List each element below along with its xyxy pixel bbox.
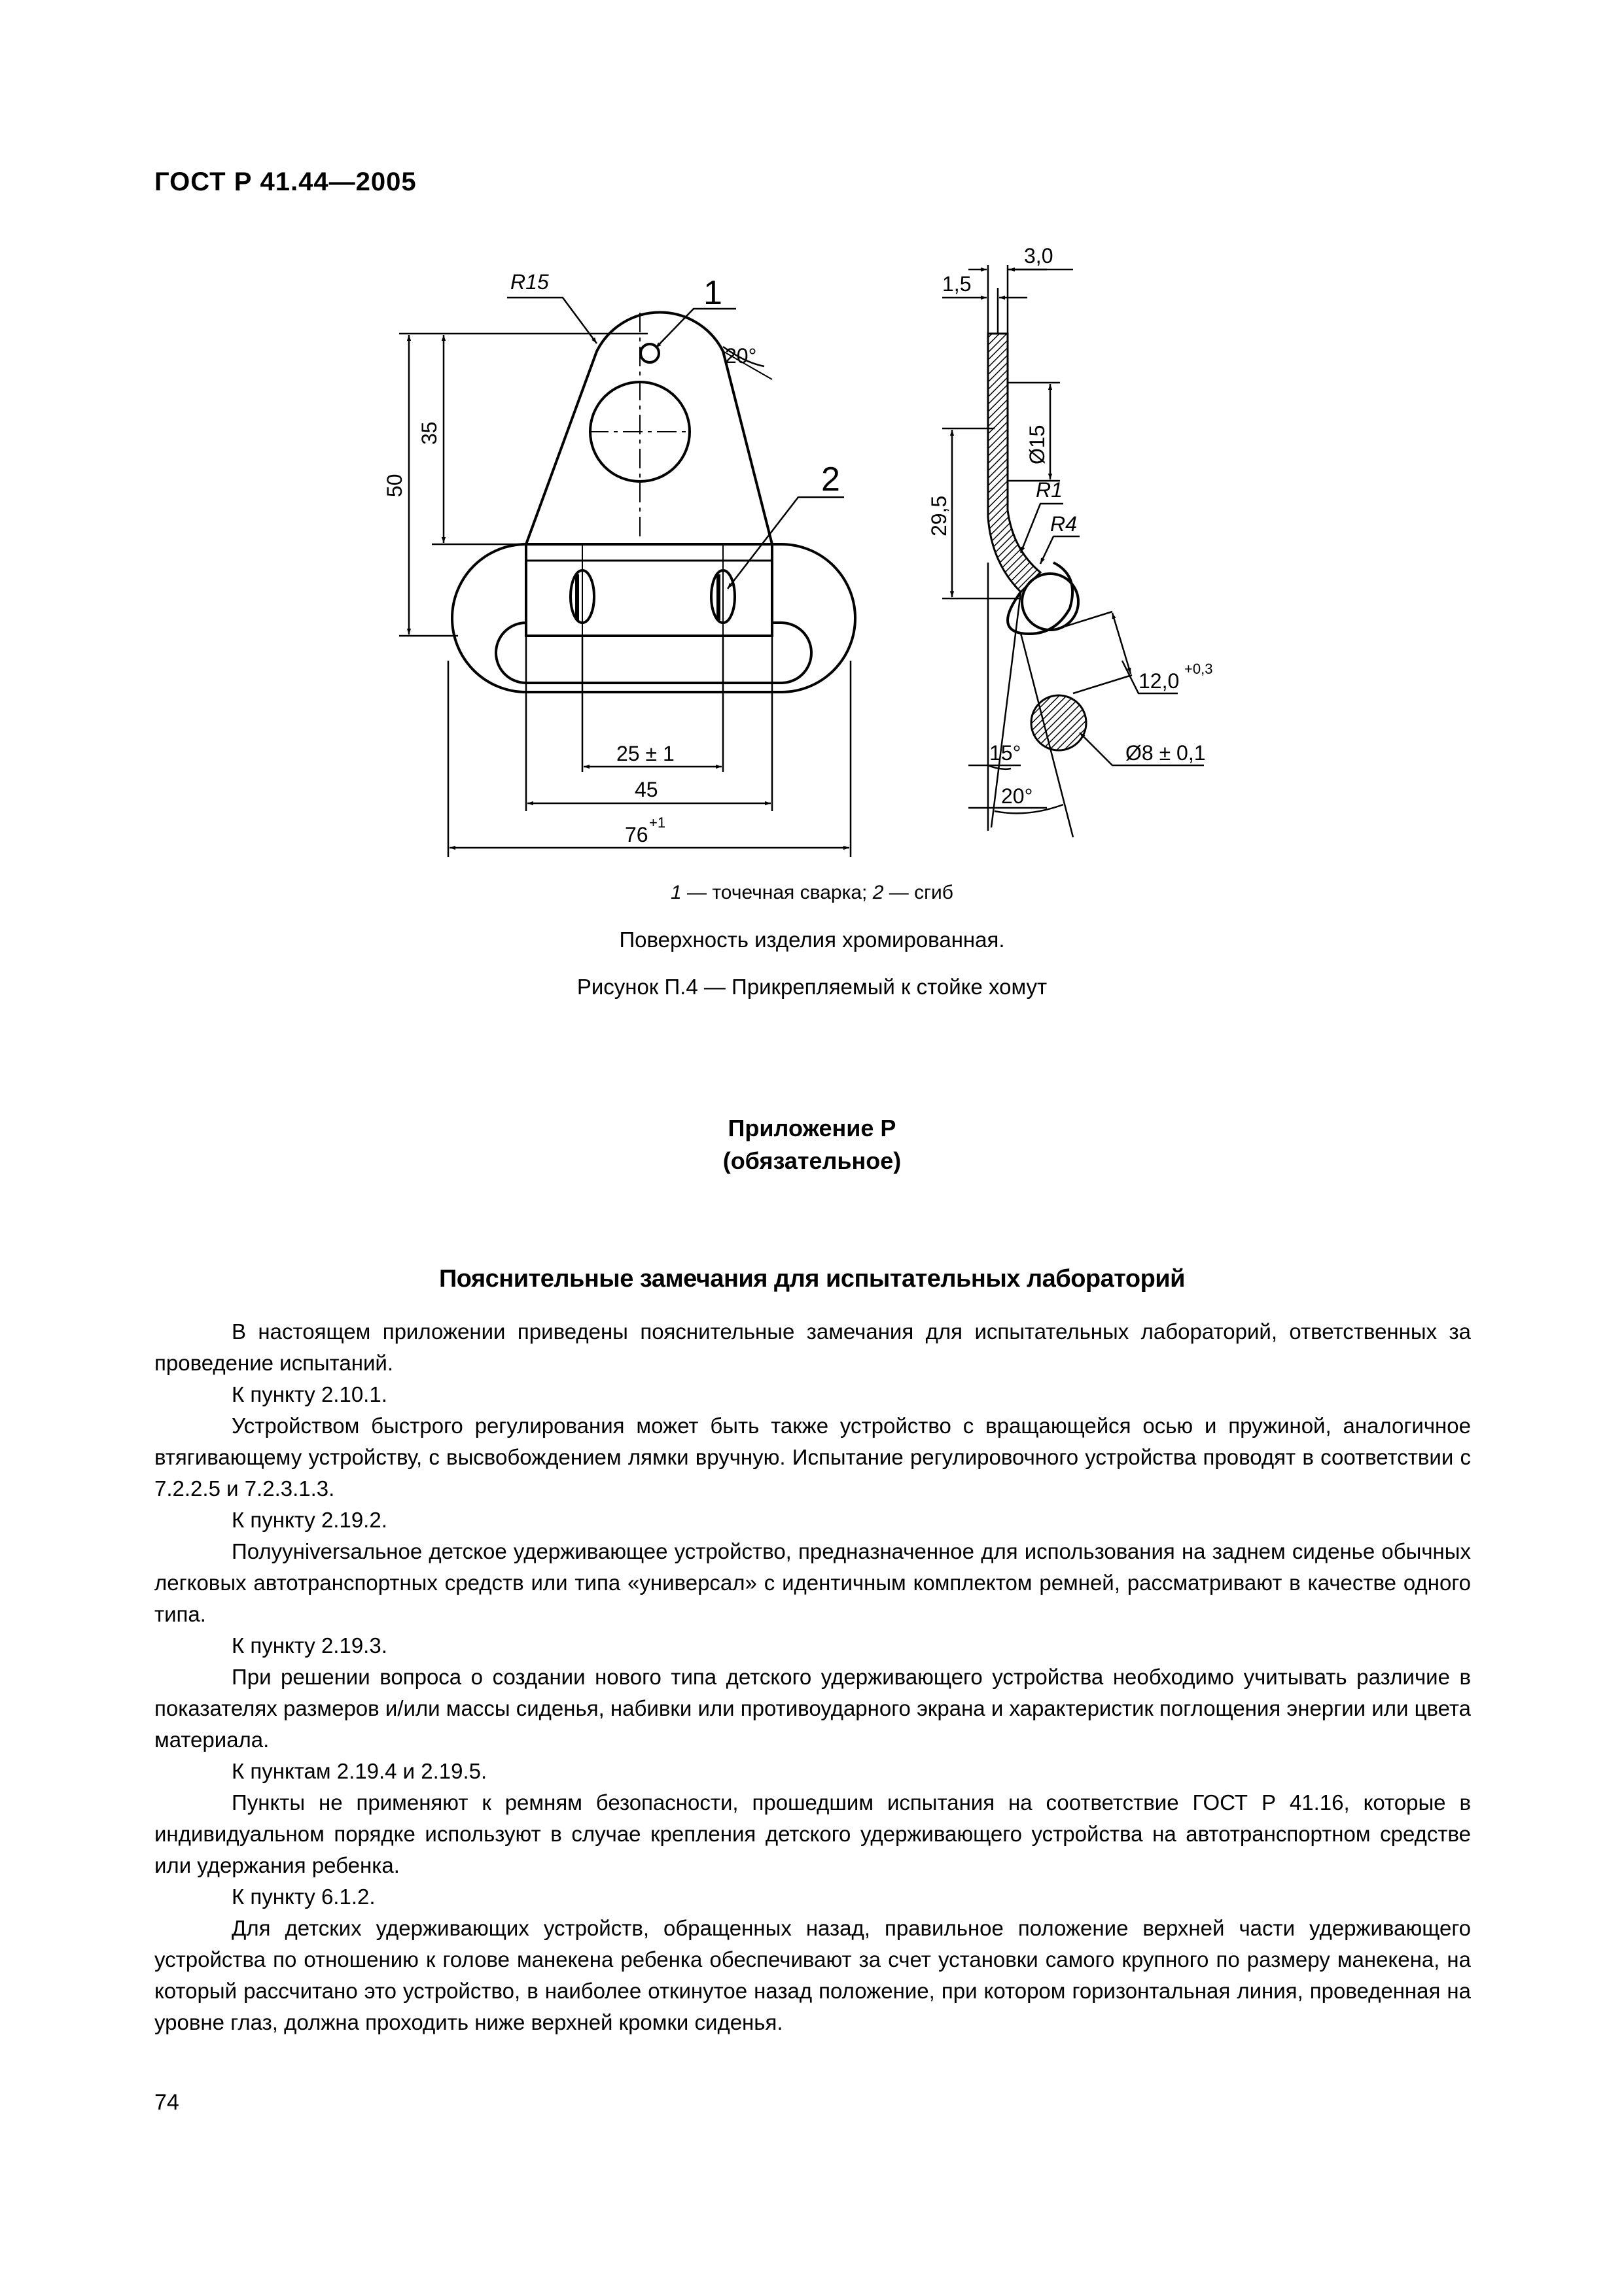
label-20deg: 20° [725, 344, 757, 368]
label-76-tol: +1 [649, 814, 666, 831]
figure-title: Рисунок П.4 — Прикрепляемый к стойке хомут [576, 975, 1048, 999]
label-20deg-right: 20° [1001, 784, 1033, 808]
clause-reference: К пункту 2.19.2. [232, 1508, 387, 1532]
label-76: 76 [625, 823, 648, 846]
legend-num-2: 2 [872, 882, 884, 903]
label-d8: Ø8 ± 0,1 [1125, 741, 1206, 765]
label-50: 50 [383, 474, 406, 497]
label-r1: R1 [1036, 478, 1063, 502]
label-29-5: 29,5 [927, 495, 951, 536]
callout-1: 1 [703, 274, 722, 312]
label-r4: R4 [1050, 512, 1077, 536]
paragraph: Полуунiversальное детское удерживающее устройство, предназначенное для использования на заднем сиденье обычных легковых автотранспортных средств или типа «универсал» с идентичным комплектом ремней, рассматривают в качестве одного типа. [154, 1539, 1471, 1626]
figure-legend [0, 882, 1624, 904]
document-header: ГОСТ Р 41.44—2005 [154, 167, 417, 196]
label-35: 35 [417, 421, 441, 445]
appendix-status: (обязательное) [722, 1147, 902, 1174]
paragraph: Пункты не применяют к ремням безопасности, прошедшим испытания на соответствие ГОСТ Р 41.16, которые в индивидуальном порядке используют в случае крепления детского удерживающего устройства на автотранспортном средстве или удержания ребенка. [154, 1790, 1471, 1877]
technical-drawing [0, 0, 1624, 903]
page-number: 74 [154, 2090, 179, 2115]
side-view [988, 334, 1086, 750]
paragraph: Устройством быстрого регулирования может быть также устройство с вращающейся осью и пружиной, аналогичное втягивающему устройству, с высвобождением лямки вручную. Испытание регулировочного устройства проводят в соответствии с 7.2.2.5 и 7.2.3.1.3. [154, 1414, 1471, 1501]
legend-text-1: — точечная сварка; [681, 882, 873, 903]
label-12-0: 12,0 [1139, 669, 1180, 693]
surface-note: Поверхность изделия хромированная. [619, 928, 1005, 952]
clause-reference: К пункту 2.19.3. [232, 1633, 387, 1658]
legend-num-1: 1 [671, 882, 682, 903]
appendix-title: Приложение Р [728, 1115, 896, 1141]
clause-reference: К пункту 2.10.1. [232, 1382, 387, 1406]
legend-text-2: — сгиб [883, 882, 953, 903]
label-15deg: 15° [989, 741, 1021, 765]
label-3-0: 3,0 [1024, 244, 1053, 268]
loop-circle [1022, 574, 1078, 630]
paragraph: При решении вопроса о создании нового типа детского удерживающего устройства необходимо учитывать различие в показателях размеров и/или массы сиденья, набивки или противоударного экрана и характеристик поглощения энергии или цвета материала. [154, 1665, 1471, 1752]
label-1-5: 1,5 [942, 272, 972, 296]
paragraph: В настоящем приложении приведены пояснительные замечания для испытательных лабораторий, ответственных за проведение испытаний. [154, 1319, 1471, 1375]
label-45: 45 [635, 778, 658, 801]
section-title: Пояснительные замечания для испытательных лабораторий [438, 1265, 1186, 1293]
body-text [154, 1316, 1471, 2038]
appendix-heading [0, 1112, 1624, 1177]
callout-2: 2 [821, 461, 840, 498]
label-r15: R15 [510, 270, 549, 294]
clause-reference: К пункту 6.1.2. [232, 1885, 376, 1909]
label-25: 25 ± 1 [616, 742, 675, 765]
paragraph: Для детских удерживающих устройств, обращенных назад, правильное положение верхней части удерживающего устройства по отношению к голове манекена ребенка обеспечивают за счет установки самого крупного по размеру манекена, на который рассчитано это устройство, в наиболее откинутое назад положение, при котором горизонтальная линия, проведенная на уровне глаз, должна проходить ниже верхней кромки сиденья. [154, 1916, 1471, 2034]
label-d15: Ø15 [1025, 425, 1049, 464]
label-12-tol: +0,3 [1184, 661, 1213, 677]
clause-reference: К пунктам 2.19.4 и 2.19.5. [232, 1759, 487, 1783]
